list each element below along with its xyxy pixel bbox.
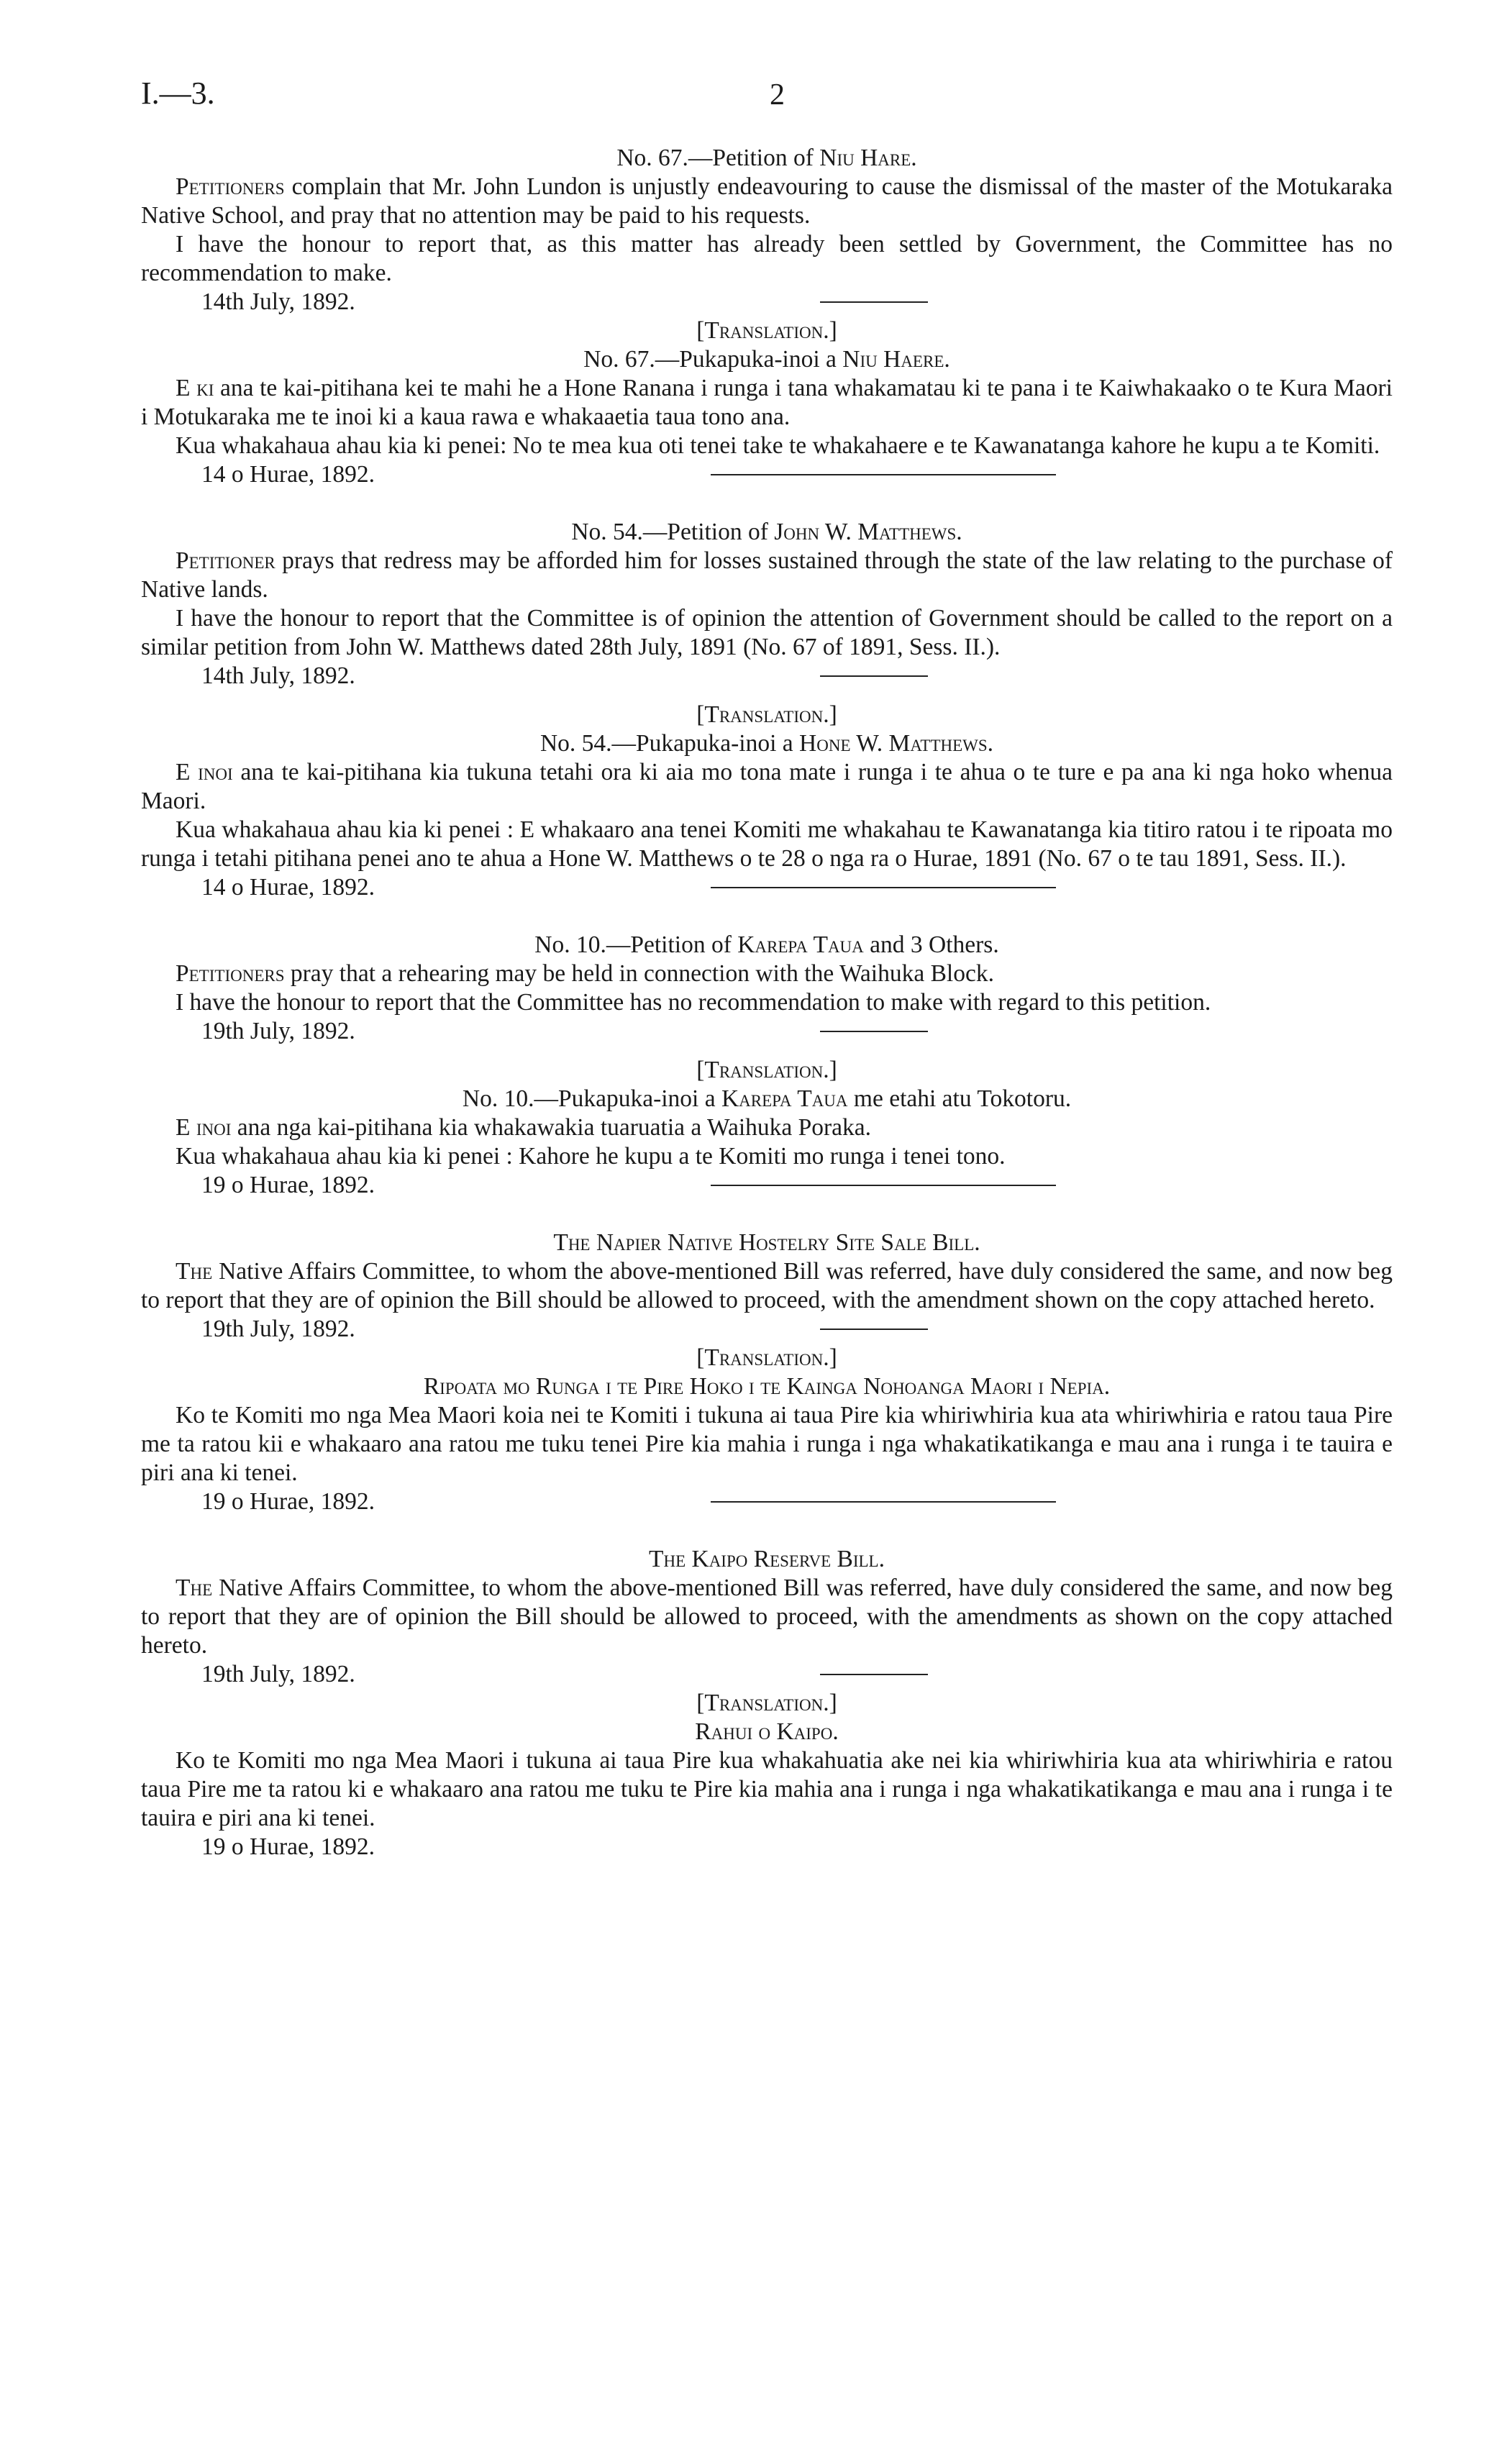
petition-section bbox=[141, 144, 1393, 489]
date-line bbox=[141, 1171, 1393, 1200]
translation-date: 14 o Hurae, 1892. bbox=[201, 874, 375, 901]
page-body bbox=[141, 144, 1393, 1862]
section-divider bbox=[711, 887, 1056, 888]
date-line bbox=[141, 460, 1393, 489]
section-divider bbox=[711, 474, 1056, 475]
translation-label: [Translation.] bbox=[696, 1344, 837, 1371]
translation-title: Rahui o Kaipo. bbox=[695, 1718, 839, 1745]
translation-title: No. 67.—Pukapuka-inoi a Niu Haere. bbox=[583, 346, 950, 373]
petition-summary: Petitioners pray that a rehearing may be held in connection with the Waihuka Block. bbox=[176, 960, 994, 987]
translation-body: Ko te Komiti mo nga Mea Maori i tukuna ai taua Pire kua whakahuatia ake nei kia whiriwhiria kua ata whiriwhiria e ratou taua Pire me ta ratou ki e whakaaro ana ratou me tuku te Pire kia mahia ana i runga i nga whakatikatikanga e mau ana i runga i te tauira e piri ana ki tenei. bbox=[141, 1747, 1393, 1831]
date-line bbox=[141, 662, 1393, 691]
divider bbox=[820, 1674, 928, 1675]
bill-report: The Native Affairs Committee, to whom the above-mentioned Bill was referred, have duly considered the same, and now beg to report that they are of opinion the Bill should be allowed to proceed, with the amendments as shown on the copy attached hereto. bbox=[141, 1575, 1393, 1659]
translation-date: 14 o Hurae, 1892. bbox=[201, 461, 375, 488]
bill-title: The Kaipo Reserve Bill. bbox=[649, 1546, 885, 1572]
section-divider bbox=[711, 1501, 1056, 1503]
bill-section bbox=[141, 1229, 1393, 1516]
date-line bbox=[141, 873, 1393, 902]
committee-report: I have the honour to report that, as this matter has already been settled by Government, the Committee has no recommendation to make. bbox=[141, 231, 1393, 286]
translation-label: [Translation.] bbox=[696, 317, 837, 344]
translation-body: Ko te Komiti mo nga Mea Maori koia nei te Komiti i tukuna ai taua Pire kia whiriwhiria kua ata whiriwhiria e ratou taua Pire me ta ratou kii e whakaaro ana ratou me tuku tenei Pire kia mahia i runga i nga whakatikatikanga e mau ana i runga i te tauira e piri ana ki tenei. bbox=[141, 1402, 1393, 1486]
report-date: 14th July, 1892. bbox=[201, 288, 355, 315]
translation-report: Kua whakahaua ahau kia ki penei: No te mea kua oti tenei take te whakahaere e te Kawanatanga kahore he kupu a te Komiti. bbox=[176, 432, 1380, 459]
translation-report: Kua whakahaua ahau kia ki penei : Kahore he kupu a te Komiti mo runga i tenei tono. bbox=[176, 1143, 1006, 1170]
petition-summary: Petitioners complain that Mr. John Lundon is unjustly endeavouring to cause the dismissal of the master of the Motukaraka Native School, and pray that no attention may be paid to his requests. bbox=[141, 173, 1393, 229]
translation-title: No. 10.—Pukapuka-inoi a Karepa Taua me etahi atu Tokotoru. bbox=[462, 1085, 1072, 1112]
translation-date: 19 o Hurae, 1892. bbox=[201, 1488, 375, 1515]
date-line bbox=[141, 1017, 1393, 1046]
translation-date: 19 o Hurae, 1892. bbox=[201, 1833, 375, 1860]
translation-label: [Translation.] bbox=[696, 1690, 837, 1716]
bill-section bbox=[141, 1545, 1393, 1862]
section-title: No. 67.—Petition of Niu Hare. bbox=[616, 145, 917, 171]
report-date: 19th July, 1892. bbox=[201, 1018, 355, 1044]
section-title: No. 10.—Petition of Karepa Taua and 3 Others. bbox=[534, 931, 999, 958]
petition-summary: Petitioner prays that redress may be afforded him for losses sustained through the state of the law relating to the purchase of Native lands. bbox=[141, 547, 1393, 603]
translation-summary: E ki ana te kai-pitihana kei te mahi he a Hone Ranana i runga i tana whakamatau ki te pana i te Kaiwhakaako o te Kura Maori i Motukaraka me te inoi ki a kaua rawa e whakaaetia taua tono ana. bbox=[141, 375, 1393, 430]
page-number: 2 bbox=[770, 78, 785, 111]
divider bbox=[820, 675, 928, 677]
translation-report: Kua whakahaua ahau kia ki penei : E whakaaro ana tenei Komiti me whakahau te Kawanatanga kia titiro ratou i te ripoata mo runga i tetahi pitihana penei ano te ahua a Hone W. Matthews o te 28 o nga ra o Hurae, 1891 (No. 67 o te tau 1891, Sess. II.). bbox=[141, 816, 1393, 872]
committee-report: I have the honour to report that the Committee has no recommendation to make with regard to this petition. bbox=[176, 989, 1211, 1016]
bill-title: The Napier Native Hostelry Site Sale Bill. bbox=[553, 1229, 980, 1256]
date-line bbox=[141, 288, 1393, 316]
date-line bbox=[141, 1487, 1393, 1516]
section-divider bbox=[711, 1185, 1056, 1186]
report-date: 14th July, 1892. bbox=[201, 662, 355, 689]
petition-section bbox=[141, 931, 1393, 1200]
paper-code: I.—3. bbox=[141, 76, 215, 111]
divider bbox=[820, 1031, 928, 1032]
divider bbox=[820, 1329, 928, 1330]
petition-section bbox=[141, 518, 1393, 902]
translation-title: Ripoata mo Runga i te Pire Hoko i te Kainga Nohoanga Maori i Nepia. bbox=[423, 1373, 1111, 1400]
date-line bbox=[141, 1660, 1393, 1689]
translation-title: No. 54.—Pukapuka-inoi a Hone W. Matthews. bbox=[539, 730, 994, 757]
divider bbox=[820, 301, 928, 303]
report-date: 19th July, 1892. bbox=[201, 1661, 355, 1687]
report-date: 19th July, 1892. bbox=[201, 1316, 355, 1342]
bill-report: The Native Affairs Committee, to whom the above-mentioned Bill was referred, have duly considered the same, and now beg to report that they are of opinion the Bill should be allowed to proceed, with the amendment shown on the copy attached hereto. bbox=[141, 1258, 1393, 1313]
translation-summary: E inoi ana nga kai-pitihana kia whakawakia tuaruatia a Waihuka Poraka. bbox=[176, 1114, 872, 1141]
date-line bbox=[141, 1315, 1393, 1344]
section-title: No. 54.—Petition of John W. Matthews. bbox=[571, 519, 962, 545]
translation-summary: E inoi ana te kai-pitihana kia tukuna tetahi ora ki aia mo tona mate i runga i te ahua o te ture e pa ana ki nga hoko whenua Maori. bbox=[141, 759, 1393, 814]
translation-date: 19 o Hurae, 1892. bbox=[201, 1172, 375, 1198]
translation-label: [Translation.] bbox=[696, 701, 837, 728]
translation-label: [Translation.] bbox=[696, 1057, 837, 1083]
committee-report: I have the honour to report that the Committee is of opinion the attention of Government should be called to the report on a similar petition from John W. Matthews dated 28th July, 1891 (No. 67 of 1891, Sess. II.). bbox=[141, 605, 1393, 660]
